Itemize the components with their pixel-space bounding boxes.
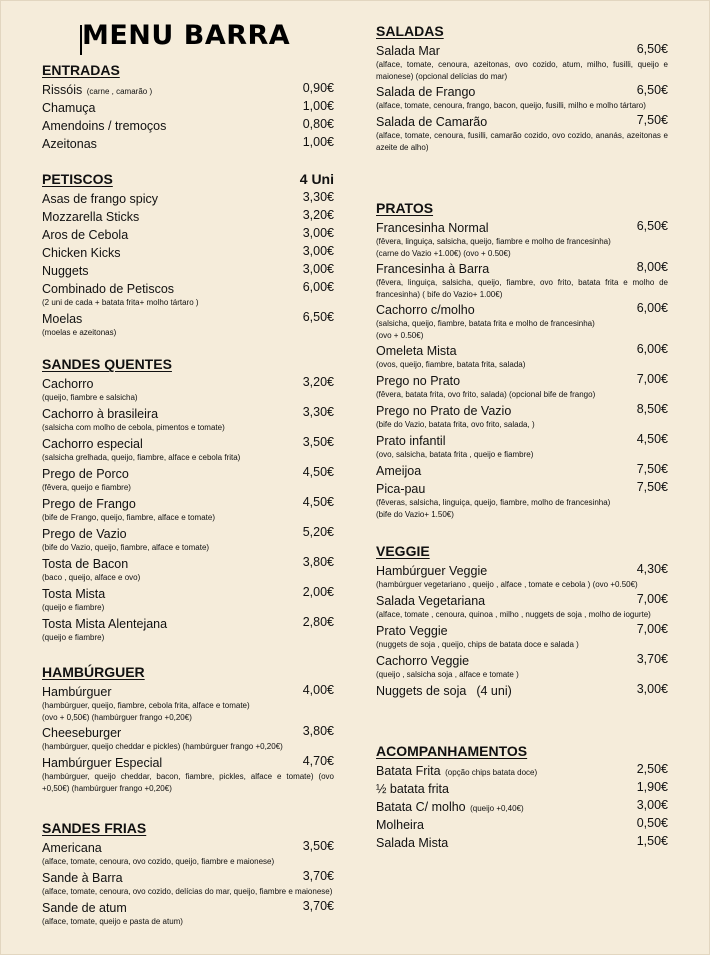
menu-item-row [42, 99, 334, 116]
menu-item-price: 3,00€ [636, 682, 668, 696]
menu-item-description: (alface, tomate, cenoura, ovo cozido, delícias do mar, queijo, fiambre e maionese) [42, 887, 333, 896]
menu-item-row [376, 113, 668, 130]
menu-item-price: 2,80€ [302, 615, 334, 629]
menu-item-price: 8,50€ [636, 402, 668, 416]
menu-item-name: Prego de Frango [42, 497, 136, 511]
menu-item [376, 83, 668, 112]
menu-item [376, 219, 668, 259]
menu-item-description: (ovo + 0,50€) (hambúrguer frango +0,20€) [42, 712, 192, 722]
menu-item-row [42, 435, 334, 452]
menu-item-row [376, 562, 668, 579]
menu-item-row [42, 899, 334, 916]
menu-item-name: Amendoins / tremoços [42, 119, 167, 133]
menu-item-name: Salada Vegetariana [376, 594, 486, 608]
menu-item-name: Salada Mista [376, 836, 449, 850]
menu-item-row [376, 432, 668, 449]
menu-item [376, 592, 668, 621]
menu-item-name: Prato Veggie [376, 624, 448, 638]
menu-item-row [42, 81, 334, 98]
menu-item-description: (hambúrguer, queijo cheddar e pickles) (hambúrguer frango +0,20€) [42, 742, 283, 751]
menu-item-row [42, 375, 334, 392]
menu-item-name: Mozzarella Sticks [42, 210, 140, 224]
menu-item-description: (2 uni de cada + batata frita+ molho tártaro ) [42, 298, 199, 307]
menu-item-row [376, 816, 668, 833]
menu-item-description: (bife do Vazio, queijo, fiambre, alface e tomate) [42, 543, 210, 552]
menu-item-portion: (4 uni) [476, 684, 512, 698]
menu-item-row [376, 462, 668, 479]
section-unit-label: 4 Uni [299, 171, 334, 187]
menu-item-name: Salada de Camarão [376, 115, 488, 129]
menu-item-name: Nuggets de soja [376, 684, 467, 698]
menu-item-row [42, 585, 334, 602]
menu-item-description: (ovo, salsicha, batata frita , queijo e fiambre) [376, 450, 534, 459]
menu-item-name: Tosta de Bacon [42, 557, 129, 571]
menu-item-description: (baco , queijo, alface e ovo) [42, 573, 141, 582]
menu-item [376, 682, 668, 699]
menu-item-price: 3,00€ [636, 798, 668, 812]
menu-item-row [42, 208, 334, 225]
menu-item-row [42, 525, 334, 542]
menu-item-row [42, 683, 334, 700]
menu-item-price: 3,80€ [302, 555, 334, 569]
menu-item-description: (hambúrguer vegetariano , queijo , alface , tomate e cebola ) (ovo +0.50€) [376, 580, 638, 589]
menu-item [42, 226, 334, 243]
menu-item-row [42, 465, 334, 482]
menu-item-name: Ameijoa [376, 464, 422, 478]
menu-item-price: 4,50€ [302, 495, 334, 509]
menu-item-description: (ovos, queijo, fiambre, batata frita, salada) [376, 360, 526, 369]
menu-item [376, 113, 668, 153]
menu-item-price: 4,50€ [636, 432, 668, 446]
menu-item [42, 310, 334, 339]
menu-item-name: Nuggets [42, 264, 89, 278]
menu-item-price: 6,50€ [302, 310, 334, 324]
menu-item-price: 6,00€ [302, 280, 334, 294]
menu-item [42, 615, 334, 644]
menu-item-row [376, 780, 668, 797]
menu-item-price: 0,80€ [302, 117, 334, 131]
menu-item-price: 3,70€ [636, 652, 668, 666]
menu-item-name: Aros de Cebola [42, 228, 129, 242]
menu-item-row [376, 652, 668, 669]
menu-item-price: 6,00€ [636, 301, 668, 315]
menu-item-description: (alface, tomate, cenoura, fusilli, camarão cozido, ovo cozido, ananás, azeitonas e azeite de alho) [376, 131, 668, 152]
menu-item [42, 754, 334, 794]
menu-item-name: Batata Frita [376, 764, 441, 778]
menu-item [376, 260, 668, 300]
menu-item-price: 1,50€ [636, 834, 668, 848]
menu-item-price: 7,50€ [636, 113, 668, 127]
menu-item-name: Asas de frango spicy [42, 192, 159, 206]
menu-item-price: 0,50€ [636, 816, 668, 830]
menu-item-row [376, 682, 668, 699]
menu-item-price: 3,80€ [302, 724, 334, 738]
menu-item [42, 555, 334, 584]
menu-item [42, 839, 334, 868]
menu-item-name: Prato infantil [376, 434, 446, 448]
menu-item-price: 7,50€ [636, 462, 668, 476]
menu-item-name: Chamuça [42, 101, 96, 115]
menu-item-name: Americana [42, 841, 102, 855]
menu-item [42, 724, 334, 753]
menu-item [42, 869, 334, 898]
menu-item [376, 816, 668, 833]
menu-item-description: (hambúrguer, queijo cheddar, bacon, fiambre, pickles, alface e tomate) (ovo +0,50€) (hambúrguer frango +0,20€) [42, 772, 334, 793]
menu-item-description: (fêvera, linguiça, salsicha, queijo, fiambre e molho de francesinha) [376, 237, 611, 246]
section-title-sandes-frias: SANDES FRIAS [42, 820, 147, 836]
menu-item-name: Tosta Mista Alentejana [42, 617, 168, 631]
menu-item-row [376, 834, 668, 851]
menu-item-price: 3,20€ [302, 208, 334, 222]
menu-item [376, 301, 668, 341]
menu-item [42, 405, 334, 434]
menu-item-name: ½ batata frita [376, 782, 449, 796]
menu-item-row [42, 244, 334, 261]
menu-item-description: (fêveras, salsicha, linguiça, queijo, fiambre, molho de francesinha) [376, 498, 611, 507]
menu-item-name: Cachorro c/molho [376, 303, 475, 317]
menu-item-note: (carne , camarão ) [86, 87, 153, 96]
menu-item [42, 465, 334, 494]
section-title-veggie: VEGGIE [376, 543, 430, 559]
menu-item-row [376, 42, 668, 59]
menu-item-description: (bife do Vazio+ 1.50€) [376, 509, 454, 519]
section-title-entradas: ENTRADAS [42, 62, 120, 78]
menu-item [42, 244, 334, 261]
menu-item-price: 1,00€ [302, 99, 334, 113]
menu-item-price: 7,00€ [636, 592, 668, 606]
menu-item-row [376, 301, 668, 318]
menu-item-description: (hambúrguer, queijo, fiambre, cebola frita, alface e tomate) [42, 701, 250, 710]
section-title-saladas: SALADAS [376, 23, 444, 39]
menu-item-name: Francesinha à Barra [376, 262, 490, 276]
section-title-acompanhamentos: ACOMPANHAMENTOS [376, 743, 528, 759]
menu-item-name: Moelas [42, 312, 83, 326]
menu-item-price: 3,70€ [302, 899, 334, 913]
menu-item-name: Cachorro [42, 377, 94, 391]
menu-item-description: (nuggets de soja , queijo, chips de batata doce e salada ) [376, 640, 579, 649]
menu-item [42, 280, 334, 309]
menu-item-row [42, 754, 334, 771]
menu-item-row [42, 117, 334, 134]
menu-item-name: Pica-pau [376, 482, 426, 496]
menu-item-row [42, 615, 334, 632]
menu-item-price: 4,00€ [302, 683, 334, 697]
menu-item-row [42, 135, 334, 152]
menu-item-row [376, 592, 668, 609]
menu-item-price: 6,50€ [636, 83, 668, 97]
menu-item-name: Hambúrguer [42, 685, 112, 699]
menu-item-row [376, 219, 668, 236]
menu-item-name: Prego no Prato [376, 374, 461, 388]
menu-item-price: 3,20€ [302, 375, 334, 389]
menu-item-description: (carne do Vazio +1.00€) (ovo + 0.50€) [376, 248, 511, 258]
menu-item-row [376, 342, 668, 359]
menu-item-price: 3,70€ [302, 869, 334, 883]
menu-item [376, 342, 668, 371]
menu-item [376, 652, 668, 681]
menu-item [42, 262, 334, 279]
section-title-sandes-quentes: SANDES QUENTES [42, 356, 172, 372]
menu-item-description: (fêvera, linguiça, salsicha, queijo, fiambre, ovo frito, batata frita e molho de francesinha) ( bife do Vazio+ 1.00€) [376, 278, 668, 299]
menu-item-price: 2,50€ [636, 762, 668, 776]
menu-item-price: 2,00€ [302, 585, 334, 599]
menu-item-name: Sande de atum [42, 901, 127, 915]
menu-item-description: (queijo e fiambre) [42, 633, 105, 642]
menu-item-name: Salada de Frango [376, 85, 476, 99]
menu-item [376, 762, 668, 779]
menu-item-price: 1,00€ [302, 135, 334, 149]
menu-item-description: (queijo , salsicha soja , alface e tomate ) [376, 670, 519, 679]
menu-item-row [42, 280, 334, 297]
menu-item-name: Rissóis [42, 83, 83, 97]
menu-item-name: Sande à Barra [42, 871, 123, 885]
section-title-petiscos: PETISCOS [42, 171, 113, 187]
menu-item-row [376, 762, 668, 779]
menu-item-price: 3,00€ [302, 244, 334, 258]
menu-item-name: Salada Mar [376, 44, 440, 58]
menu-item-price: 7,00€ [636, 372, 668, 386]
menu-item-row [376, 480, 668, 497]
menu-item-row [42, 226, 334, 243]
menu-item-name: Batata C/ molho [376, 800, 466, 814]
menu-item-description: (fêvera, batata frita, ovo frito, salada) (opcional bife de frango) [376, 390, 596, 399]
menu-item-price: 6,50€ [636, 219, 668, 233]
menu-item-description: (bife do Vazio, batata frita, ovo frito, salada, ) [376, 420, 535, 429]
menu-item-price: 4,50€ [302, 465, 334, 479]
menu-item-row [376, 260, 668, 277]
menu-item [376, 622, 668, 651]
menu-item-row [376, 372, 668, 389]
menu-item [376, 42, 668, 82]
menu-item [42, 135, 334, 152]
menu-item [376, 562, 668, 591]
menu-item-price: 8,00€ [636, 260, 668, 274]
menu-item-description: (moelas e azeitonas) [42, 328, 117, 337]
menu-item-row [42, 869, 334, 886]
menu-item-price: 3,30€ [302, 190, 334, 204]
menu-item [376, 462, 668, 479]
menu-item-description: (alface, tomate, cenoura, frango, bacon, queijo, fusilli, milho e molho tártaro) [376, 101, 646, 110]
menu-item-name: Combinado de Petiscos [42, 282, 175, 296]
menu-item-description: (ovo + 0.50€) [376, 330, 424, 340]
menu-item-note: (opção chips batata doce) [445, 768, 538, 777]
menu-item-name: Omeleta Mista [376, 344, 457, 358]
menu-item [376, 780, 668, 797]
menu-item-description: (alface, tomate, queijo e pasta de atum) [42, 917, 183, 926]
menu-item-name: Cachorro à brasileira [42, 407, 159, 421]
menu-item-price: 1,90€ [636, 780, 668, 794]
menu-item [42, 81, 334, 98]
menu-item-name: Azeitonas [42, 137, 97, 151]
menu-item [42, 117, 334, 134]
menu-item-price: 6,00€ [636, 342, 668, 356]
menu-item-price: 3,30€ [302, 405, 334, 419]
menu-item [42, 99, 334, 116]
menu-item [42, 190, 334, 207]
menu-item-row [42, 495, 334, 512]
menu-item [42, 208, 334, 225]
menu-item [42, 495, 334, 524]
menu-item [376, 432, 668, 461]
menu-item-row [42, 555, 334, 572]
menu-item-price: 3,50€ [302, 839, 334, 853]
menu-item [42, 525, 334, 554]
menu-item [376, 480, 668, 520]
menu-item-row [376, 83, 668, 100]
menu-item-name: Prego no Prato de Vazio [376, 404, 512, 418]
menu-item-name: Prego de Vazio [42, 527, 127, 541]
menu-item-row [42, 190, 334, 207]
menu-item-row [42, 839, 334, 856]
menu-item-description: (fêvera, queijo e fiambre) [42, 483, 131, 492]
menu-item-name: Francesinha Normal [376, 221, 489, 235]
menu-item-name: Molheira [376, 818, 424, 832]
menu-item [376, 798, 668, 815]
menu-item [42, 375, 334, 404]
menu-item [42, 585, 334, 614]
menu-item-row [376, 798, 668, 815]
menu-item-description: (alface, tomate, cenoura, ovo cozido, queijo, fiambre e maionese) [42, 857, 275, 866]
menu-item [376, 372, 668, 401]
menu-item-name: Cheeseburger [42, 726, 122, 740]
menu-item-row [42, 405, 334, 422]
menu-item-price: 7,50€ [636, 480, 668, 494]
menu-item-price: 3,00€ [302, 226, 334, 240]
menu-item-name: Prego de Porco [42, 467, 129, 481]
menu-item-name: Cachorro especial [42, 437, 143, 451]
menu-item-description: (alface, tomate , cenoura, quinoa , milho , nuggets de soja , molho de iogurte) [376, 610, 651, 619]
menu-item-price: 3,50€ [302, 435, 334, 449]
menu-item-price: 7,00€ [636, 622, 668, 636]
section-title-hamburguer: HAMBÚRGUER [42, 664, 145, 680]
menu-item-row [42, 310, 334, 327]
menu-item-price: 4,70€ [302, 754, 334, 768]
menu-item-name: Hambúrguer Especial [42, 756, 163, 770]
menu-item-description: (alface, tomate, cenoura, azeitonas, ovo cozido, atum, milho, fusilli, queijo e maionese) (opcional delícias do mar) [376, 60, 668, 81]
menu-item [376, 834, 668, 851]
menu-item [376, 402, 668, 431]
menu-item-description: (queijo e fiambre) [42, 603, 105, 612]
menu-item-price: 3,00€ [302, 262, 334, 276]
menu-item-description: (bife de Frango, queijo, fiambre, alface e tomate) [42, 513, 215, 522]
menu-item-description: (salsicha, queijo, fiambre, batata frita e molho de francesinha) [376, 319, 595, 328]
menu-item [42, 899, 334, 928]
menu-item-description: (salsicha com molho de cebola, pimentos e tomate) [42, 423, 225, 432]
menu-item-row [42, 724, 334, 741]
menu-item-description: (queijo, fiambre e salsicha) [42, 393, 138, 402]
menu-item-name: Chicken Kicks [42, 246, 121, 260]
menu-item-price: 0,90€ [302, 81, 334, 95]
menu-item-note: (queijo +0,40€) [470, 804, 524, 813]
menu-item-name: Cachorro Veggie [376, 654, 470, 668]
menu-item-price: 5,20€ [302, 525, 334, 539]
menu-item-description: (salsicha grelhada, queijo, fiambre, alface e cebola frita) [42, 453, 241, 462]
menu-item-row [376, 622, 668, 639]
menu-item-row [42, 262, 334, 279]
menu-item-name: Tosta Mista [42, 587, 106, 601]
section-title-pratos: PRATOS [376, 200, 434, 216]
menu-item [42, 683, 334, 723]
menu-item-price: 4,30€ [636, 562, 668, 576]
menu-item-row [376, 402, 668, 419]
menu-item [42, 435, 334, 464]
menu-item-price: 6,50€ [636, 42, 668, 56]
menu-item-name: Hambúrguer Veggie [376, 564, 488, 578]
menu-title: MENU BARRA [82, 20, 291, 51]
